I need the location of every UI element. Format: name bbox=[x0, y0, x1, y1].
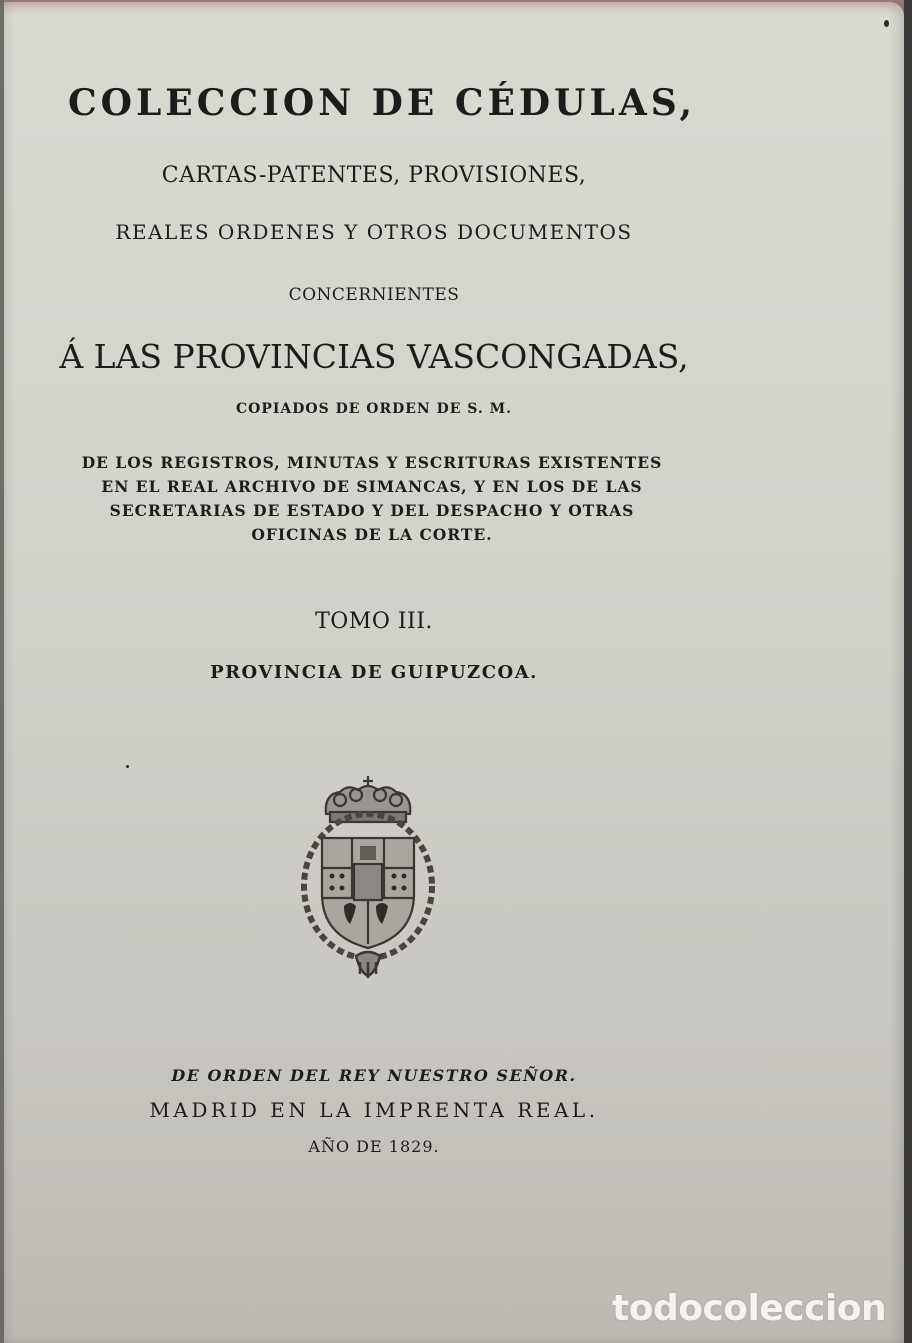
subtitle-cartas: CARTAS-PATENTES, PROVISIONES, bbox=[161, 163, 587, 188]
document-title: COLECCION DE CÉDULAS, bbox=[67, 82, 697, 124]
subtitle-copiados: COPIADOS DE ORDEN DE S. M. bbox=[235, 401, 512, 417]
province-label: PROVINCIA DE GUIPUZCOA. bbox=[210, 662, 538, 683]
description-line: OFICINAS DE LA CORTE. bbox=[251, 525, 493, 544]
page-top-edge-stains bbox=[4, 0, 904, 14]
imprint-year: AÑO DE 1829. bbox=[308, 1137, 440, 1156]
page-right-edge bbox=[904, 0, 912, 1343]
volume-label: TOMO III. bbox=[315, 609, 433, 634]
page-speck bbox=[884, 20, 889, 27]
page-speck bbox=[126, 765, 129, 768]
subtitle-concernientes: CONCERNIENTES bbox=[288, 285, 460, 305]
subtitle-provincias: Á LAS PROVINCIAS VASCONGADAS, bbox=[59, 337, 689, 376]
imprint-place: MADRID EN LA IMPRENTA REAL. bbox=[149, 1098, 599, 1122]
subtitle-reales: REALES ORDENES Y OTROS DOCUMENTOS bbox=[115, 220, 633, 244]
description-line: DE LOS REGISTROS, MINUTAS Y ESCRITURAS EXISTENTES bbox=[81, 453, 663, 472]
description-line: EN EL REAL ARCHIVO DE SIMANCAS, Y EN LOS DE LAS bbox=[101, 477, 643, 496]
description-paragraph bbox=[66, 451, 678, 547]
imprint-order: DE ORDEN DEL REY NUESTRO SEÑOR. bbox=[171, 1066, 577, 1085]
watermark-logo: todocoleccion bbox=[612, 1288, 887, 1329]
coat-of-arms-icon bbox=[296, 776, 440, 980]
description-line: SECRETARIAS DE ESTADO Y DEL DESPACHO Y OTRAS bbox=[109, 501, 635, 520]
